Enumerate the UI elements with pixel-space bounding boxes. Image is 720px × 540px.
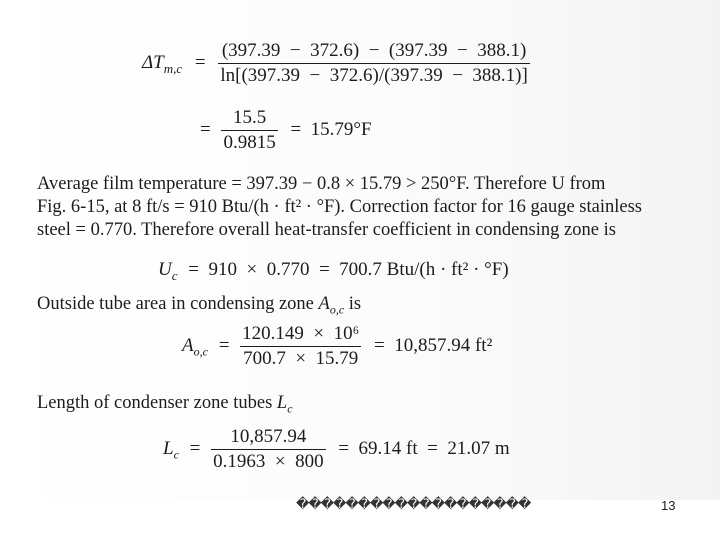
film-temperature-paragraph: Average film temperature = 397.39 − 0.8 × 15.79 > 250°F. Therefore U from Fig. 6-15, at 8 ft/s = 910 Btu/(h · ft² · °F). Correction factor for 16 gauge stainless steel = 0.770. Therefore overall heat-transfer coefficient in condensing zone is bbox=[37, 174, 642, 240]
delta-t-result-equation: = $\frac{15.5}{0.9815}$ = 15.79°F bbox=[200, 107, 372, 153]
delta-t-fraction bbox=[218, 40, 529, 87]
area-fraction: $\frac{\text{120.149 × 10⁶}}{700.7 \times 15.79}$ bbox=[242, 323, 360, 369]
area-result: = 10,857.94 ft² bbox=[374, 334, 493, 356]
area-equation: $A_{o,c}$ = $\frac{\text{120.149 × 10⁶}}{700.7 \times 15.79}$ = 10,857.94 ft² bbox=[182, 323, 493, 369]
delta-t-symbol: $\Delta T_{m,c}$ bbox=[142, 51, 183, 76]
length-equation: $L_c$ = $\frac{10,857.94}{0.1963 \times 800}$ = 69.14 ft = 21.07 m bbox=[163, 426, 510, 472]
page-number: 13 bbox=[661, 498, 676, 513]
length-result: = 69.14 ft = 21.07 m bbox=[338, 437, 510, 459]
delta-t-denominator: ln[(397.39 − 372.6)/(397.39 − 388.1)] bbox=[220, 65, 528, 86]
footer-garbled-title: ������������������� bbox=[296, 497, 531, 512]
delta-t-equation: $\Delta T_{m,c}$ = $\frac{(397.39 - 372.6) - (397.39 - 388.1)}{\ln[(397.39 - 372.6)/(397.39 - 388.1)]}$ bbox=[142, 40, 528, 86]
tube-length-paragraph: Length of condenser zone tubes $L_c$ bbox=[37, 393, 293, 416]
ratio-fraction: $\frac{15.5}{0.9815}$ bbox=[223, 107, 276, 153]
tube-area-paragraph: Outside tube area in condensing zone $A_{o,c}$ is bbox=[37, 294, 362, 317]
length-fraction: $\frac{10,857.94}{0.1963 \times 800}$ bbox=[213, 426, 324, 472]
uc-equation: $U_c = 910 \times 0.770 = 700.7$ Btu/(h · ft² · °F) bbox=[158, 259, 509, 283]
delta-t-result: = 15.79°F bbox=[290, 118, 372, 140]
delta-t-numerator: (397.39 − 372.6) − (397.39 − 388.1) bbox=[221, 40, 527, 61]
